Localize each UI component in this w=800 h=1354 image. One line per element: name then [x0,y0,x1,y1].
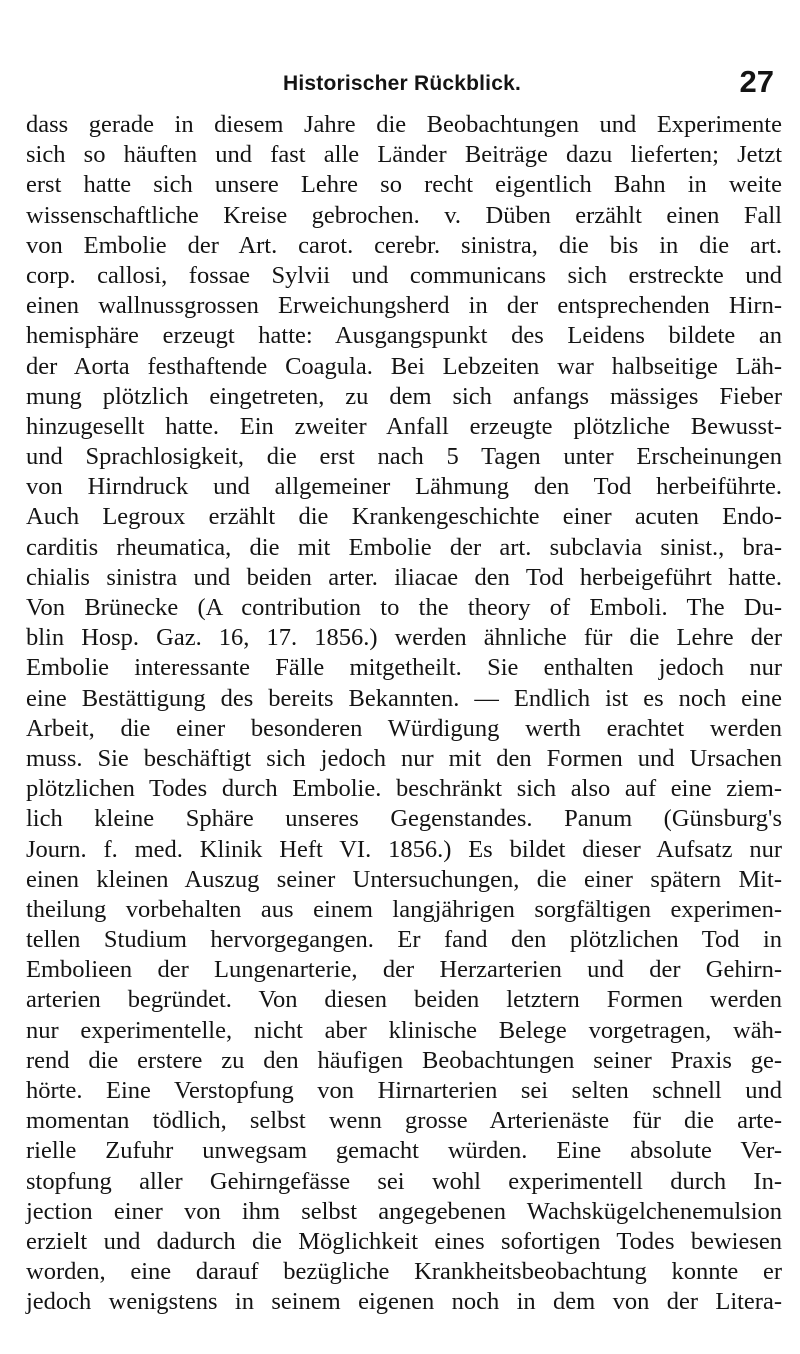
text-line: rielle Zufuhr unwegsam gemacht würden. Eine absolute Ver- [26,1137,782,1165]
text-line: sich so häuften und fast alle Länder Beiträge dazu lieferten; Jetzt [26,141,782,169]
running-title: Historischer Rückblick. [282,72,522,95]
text-line: Embolieen der Lungenarterie, der Herzarterien und der Gehirn- [26,956,782,984]
text-line: von Embolie der Art. carot. cerebr. sinistra, die bis in die art. [26,231,782,259]
text-line: lich kleine Sphäre unseres Gegenstandes. Panum (Günsburg's [26,805,782,833]
text-line: wissenschaftliche Kreise gebrochen. v. Düben erzählt einen Fall [26,201,782,229]
text-line: stopfung aller Gehirngefässe sei wohl experimentell durch In- [26,1167,782,1195]
text-line: theilung vorbehalten aus einem langjährigen sorgfältigen experimen- [26,895,782,923]
text-line: mung plötzlich eingetreten, zu dem sich anfangs mässiges Fieber [26,382,782,410]
text-line: dass gerade in diesem Jahre die Beobachtungen und Experimente [26,111,782,138]
running-head [26,64,778,104]
text-line: tellen Studium hervorgegangen. Er fand den plötzlichen Tod in [26,926,782,954]
text-line: chialis sinistra und beiden arter. iliacae den Tod herbeigeführt hatte. [26,563,782,591]
body-text [26,110,782,1318]
text-line: und Sprachlosigkeit, die erst nach 5 Tagen unter Erscheinungen [26,443,782,471]
text-line: hörte. Eine Verstopfung von Hirnarterien sei selten schnell und [26,1077,782,1104]
text-line: der Aorta festhaftende Coagula. Bei Lebzeiten war halbseitige Läh- [26,352,782,380]
text-line: arterien begründet. Von diesen beiden letztern Formen werden [26,986,782,1014]
text-line: Journ. f. med. Klinik Heft VI. 1856.) Es bildet dieser Aufsatz nur [26,835,782,863]
text-line: einen wallnussgrossen Erweichungsherd in der entsprechenden Hirn- [26,292,782,320]
text-line: einen kleinen Auszug seiner Untersuchungen, die einer spätern Mit- [26,865,782,893]
text-line: nur experimentelle, nicht aber klinische Belege vorgetragen, wäh- [26,1016,782,1044]
text-line: blin Hosp. Gaz. 16, 17. 1856.) werden ähnliche für die Lehre der [26,624,782,652]
text-line: Auch Legroux erzählt die Krankengeschichte einer acuten Endo- [26,503,782,531]
text-line: eine Bestättigung des bereits Bekannten. — Endlich ist es noch eine [26,684,782,712]
text-line: Von Brünecke (A contribution to the theory of Emboli. The Du- [26,594,782,621]
text-line: momentan tödlich, selbst wenn grosse Arterienäste für die arte- [26,1107,782,1135]
text-line: erzielt und dadurch die Möglichkeit eines sofortigen Todes bewiesen [26,1227,782,1255]
text-line: jedoch wenigstens in seinem eigenen noch in dem von der Litera- [26,1288,782,1316]
text-line: rend die erstere zu den häufigen Beobachtungen seiner Praxis ge- [26,1046,782,1074]
text-line: muss. Sie beschäftigt sich jedoch nur mit den Formen und Ursachen [26,744,782,772]
text-line: hinzugesellt hatte. Ein zweiter Anfall erzeugte plötzliche Bewusst- [26,412,782,440]
text-line: Embolie interessante Fälle mitgetheilt. Sie enthalten jedoch nur [26,654,782,682]
text-line: von Hirndruck und allgemeiner Lähmung den Tod herbeiführte. [26,473,782,501]
text-line: worden, eine darauf bezügliche Krankheitsbeobachtung konnte er [26,1258,782,1286]
text-line: plötzlichen Todes durch Embolie. beschränkt sich also auf eine ziem- [26,775,782,803]
text-line: corp. callosi, fossae Sylvii und communicans sich erstreckte und [26,261,782,289]
text-line: Arbeit, die einer besonderen Würdigung werth erachtet werden [26,714,782,742]
text-line: jection einer von ihm selbst angegebenen Wachskügelchenemulsion [26,1197,782,1225]
text-line: hemisphäre erzeugt hatte: Ausgangspunkt des Leidens bildete an [26,322,782,350]
text-line: erst hatte sich unsere Lehre so recht eigentlich Bahn in weite [26,171,782,199]
text-line: carditis rheumatica, die mit Embolie der art. subclavia sinist., bra- [26,533,782,561]
page-number: 27 [739,64,774,99]
